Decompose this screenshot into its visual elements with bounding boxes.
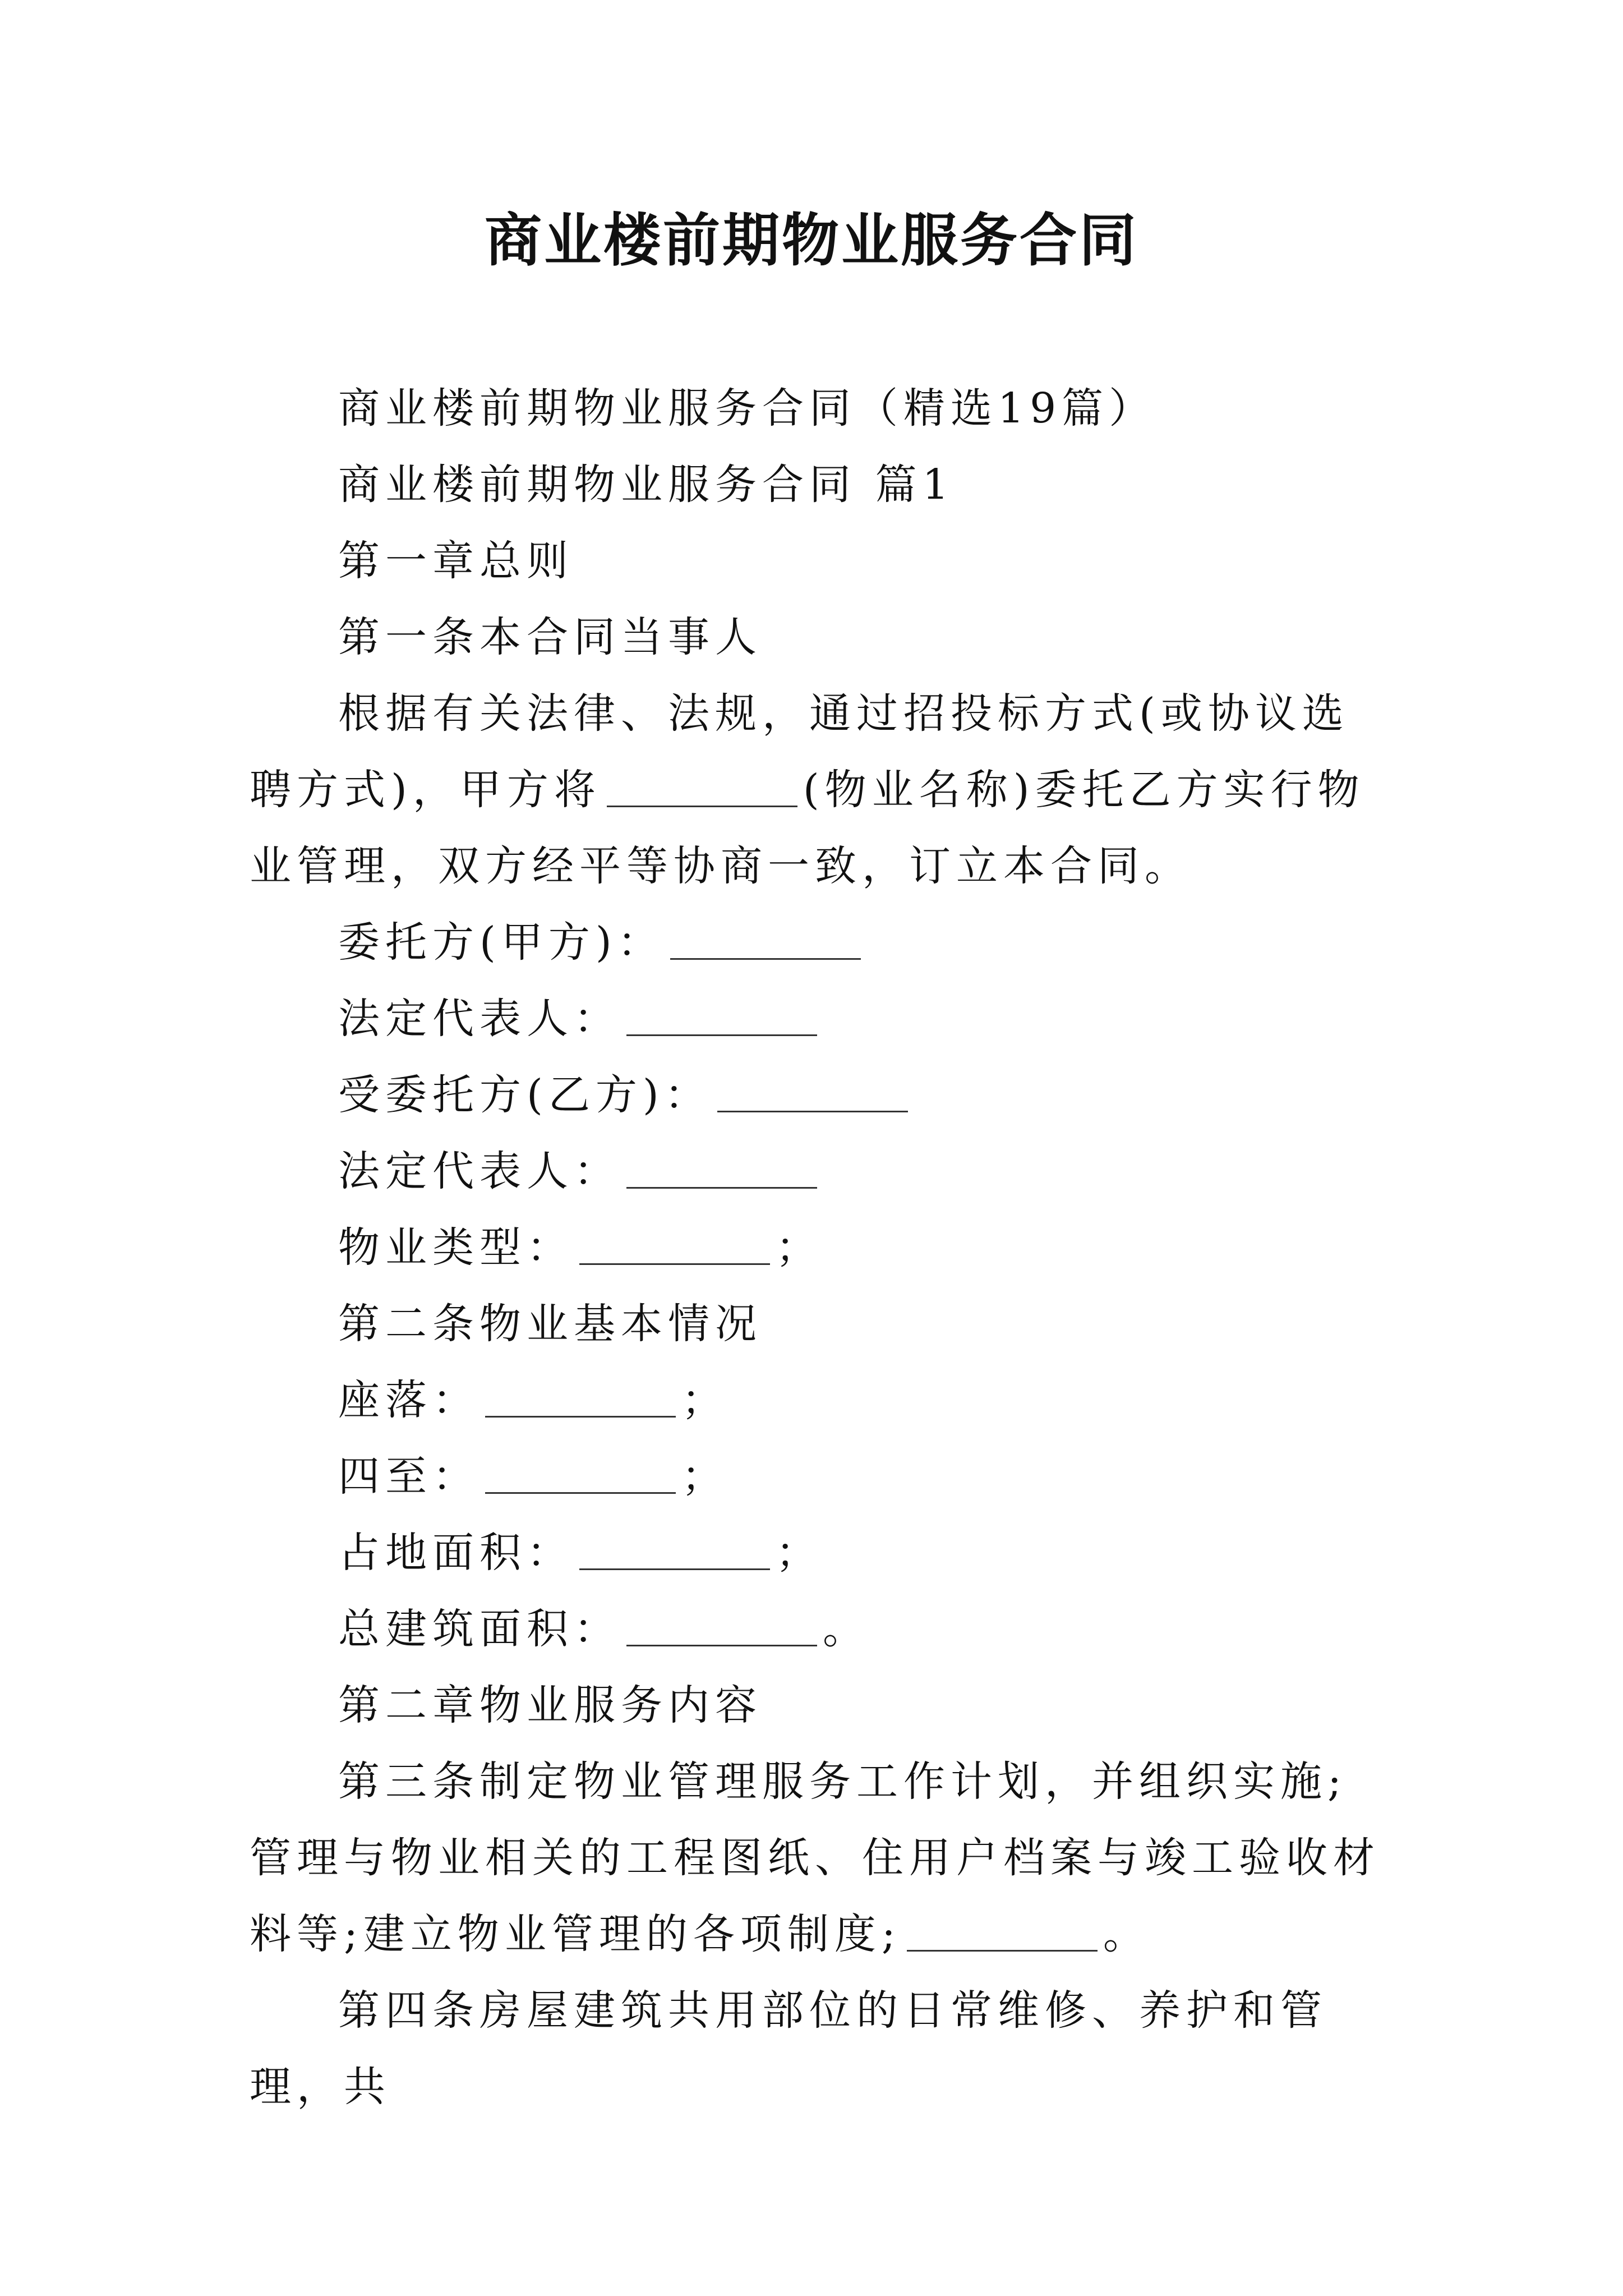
party-a-line [250, 904, 1382, 981]
party-b-line [250, 1057, 1382, 1133]
party-a-label: 委托方(甲方)： [338, 918, 665, 967]
blank-field [607, 772, 797, 807]
party-b-label: 受委托方(乙方)： [338, 1071, 712, 1119]
document-body [250, 370, 1382, 2125]
bounds-line [250, 1438, 1382, 1515]
blank-field [485, 1382, 676, 1418]
location-line [250, 1362, 1382, 1438]
bounds-end: ； [681, 1452, 728, 1501]
blank-field [626, 1611, 817, 1646]
paragraph-1 [250, 675, 1382, 904]
article-3 [250, 1743, 1382, 1972]
blank-field [626, 1001, 817, 1036]
build-area-end: 。 [823, 1605, 870, 1653]
blank-field [626, 1153, 817, 1189]
location-label: 座落： [338, 1376, 479, 1424]
article-heading-1: 第一条本合同当事人 [338, 613, 762, 661]
blank-field [907, 1916, 1098, 1952]
blank-field [579, 1230, 770, 1265]
document-title: 商业楼前期物业服务合同 [485, 208, 1138, 274]
article-3-text: 第三条制定物业管理服务工作计划，并组织实施;管理与物业相关的工程图纸、住用户档案与竣工验收材料等;建立物业管理的各项制度; [250, 1757, 1380, 1958]
rep-a-line [250, 981, 1382, 1057]
article-4: 第四条房屋建筑共用部位的日常维修、养护和管理，共 [250, 1986, 1327, 2111]
type-label: 物业类型： [338, 1223, 574, 1272]
article-3-end: 。 [1103, 1910, 1150, 1958]
type-end: ； [776, 1223, 823, 1272]
rep-b-label: 法定代表人： [338, 1147, 621, 1195]
blank-field [579, 1535, 770, 1570]
article-heading-2: 第二条物业基本情况 [338, 1300, 762, 1348]
rep-b-line [250, 1133, 1382, 1209]
blank-field [670, 924, 861, 960]
chapter-heading-1: 第一章总则 [338, 537, 574, 585]
rep-a-label: 法定代表人： [338, 995, 621, 1043]
build-area-label: 总建筑面积： [338, 1605, 621, 1653]
paragraph-1-end: (物业名称)委托乙方实行物业管理，双方经平等协商一致，订立本合同。 [250, 766, 1365, 890]
paragraph-1-start: 根据有关法律、法规，通过招投标方式(或协议选聘方式)，甲方将 [250, 689, 1349, 814]
chapter-heading-2: 第二章物业服务内容 [338, 1681, 762, 1729]
land-area-line [250, 1515, 1382, 1591]
blank-field [717, 1077, 908, 1112]
build-area-line [250, 1591, 1382, 1667]
blank-field [485, 1458, 676, 1494]
type-line [250, 1209, 1382, 1286]
land-area-end: ； [776, 1529, 823, 1577]
location-end: ； [681, 1376, 728, 1424]
part-heading: 商业楼前期物业服务合同 篇1 [338, 461, 955, 509]
land-area-label: 占地面积： [338, 1529, 574, 1577]
subtitle-line: 商业楼前期物业服务合同（精选19篇） [338, 384, 1156, 432]
bounds-label: 四至： [338, 1452, 479, 1501]
